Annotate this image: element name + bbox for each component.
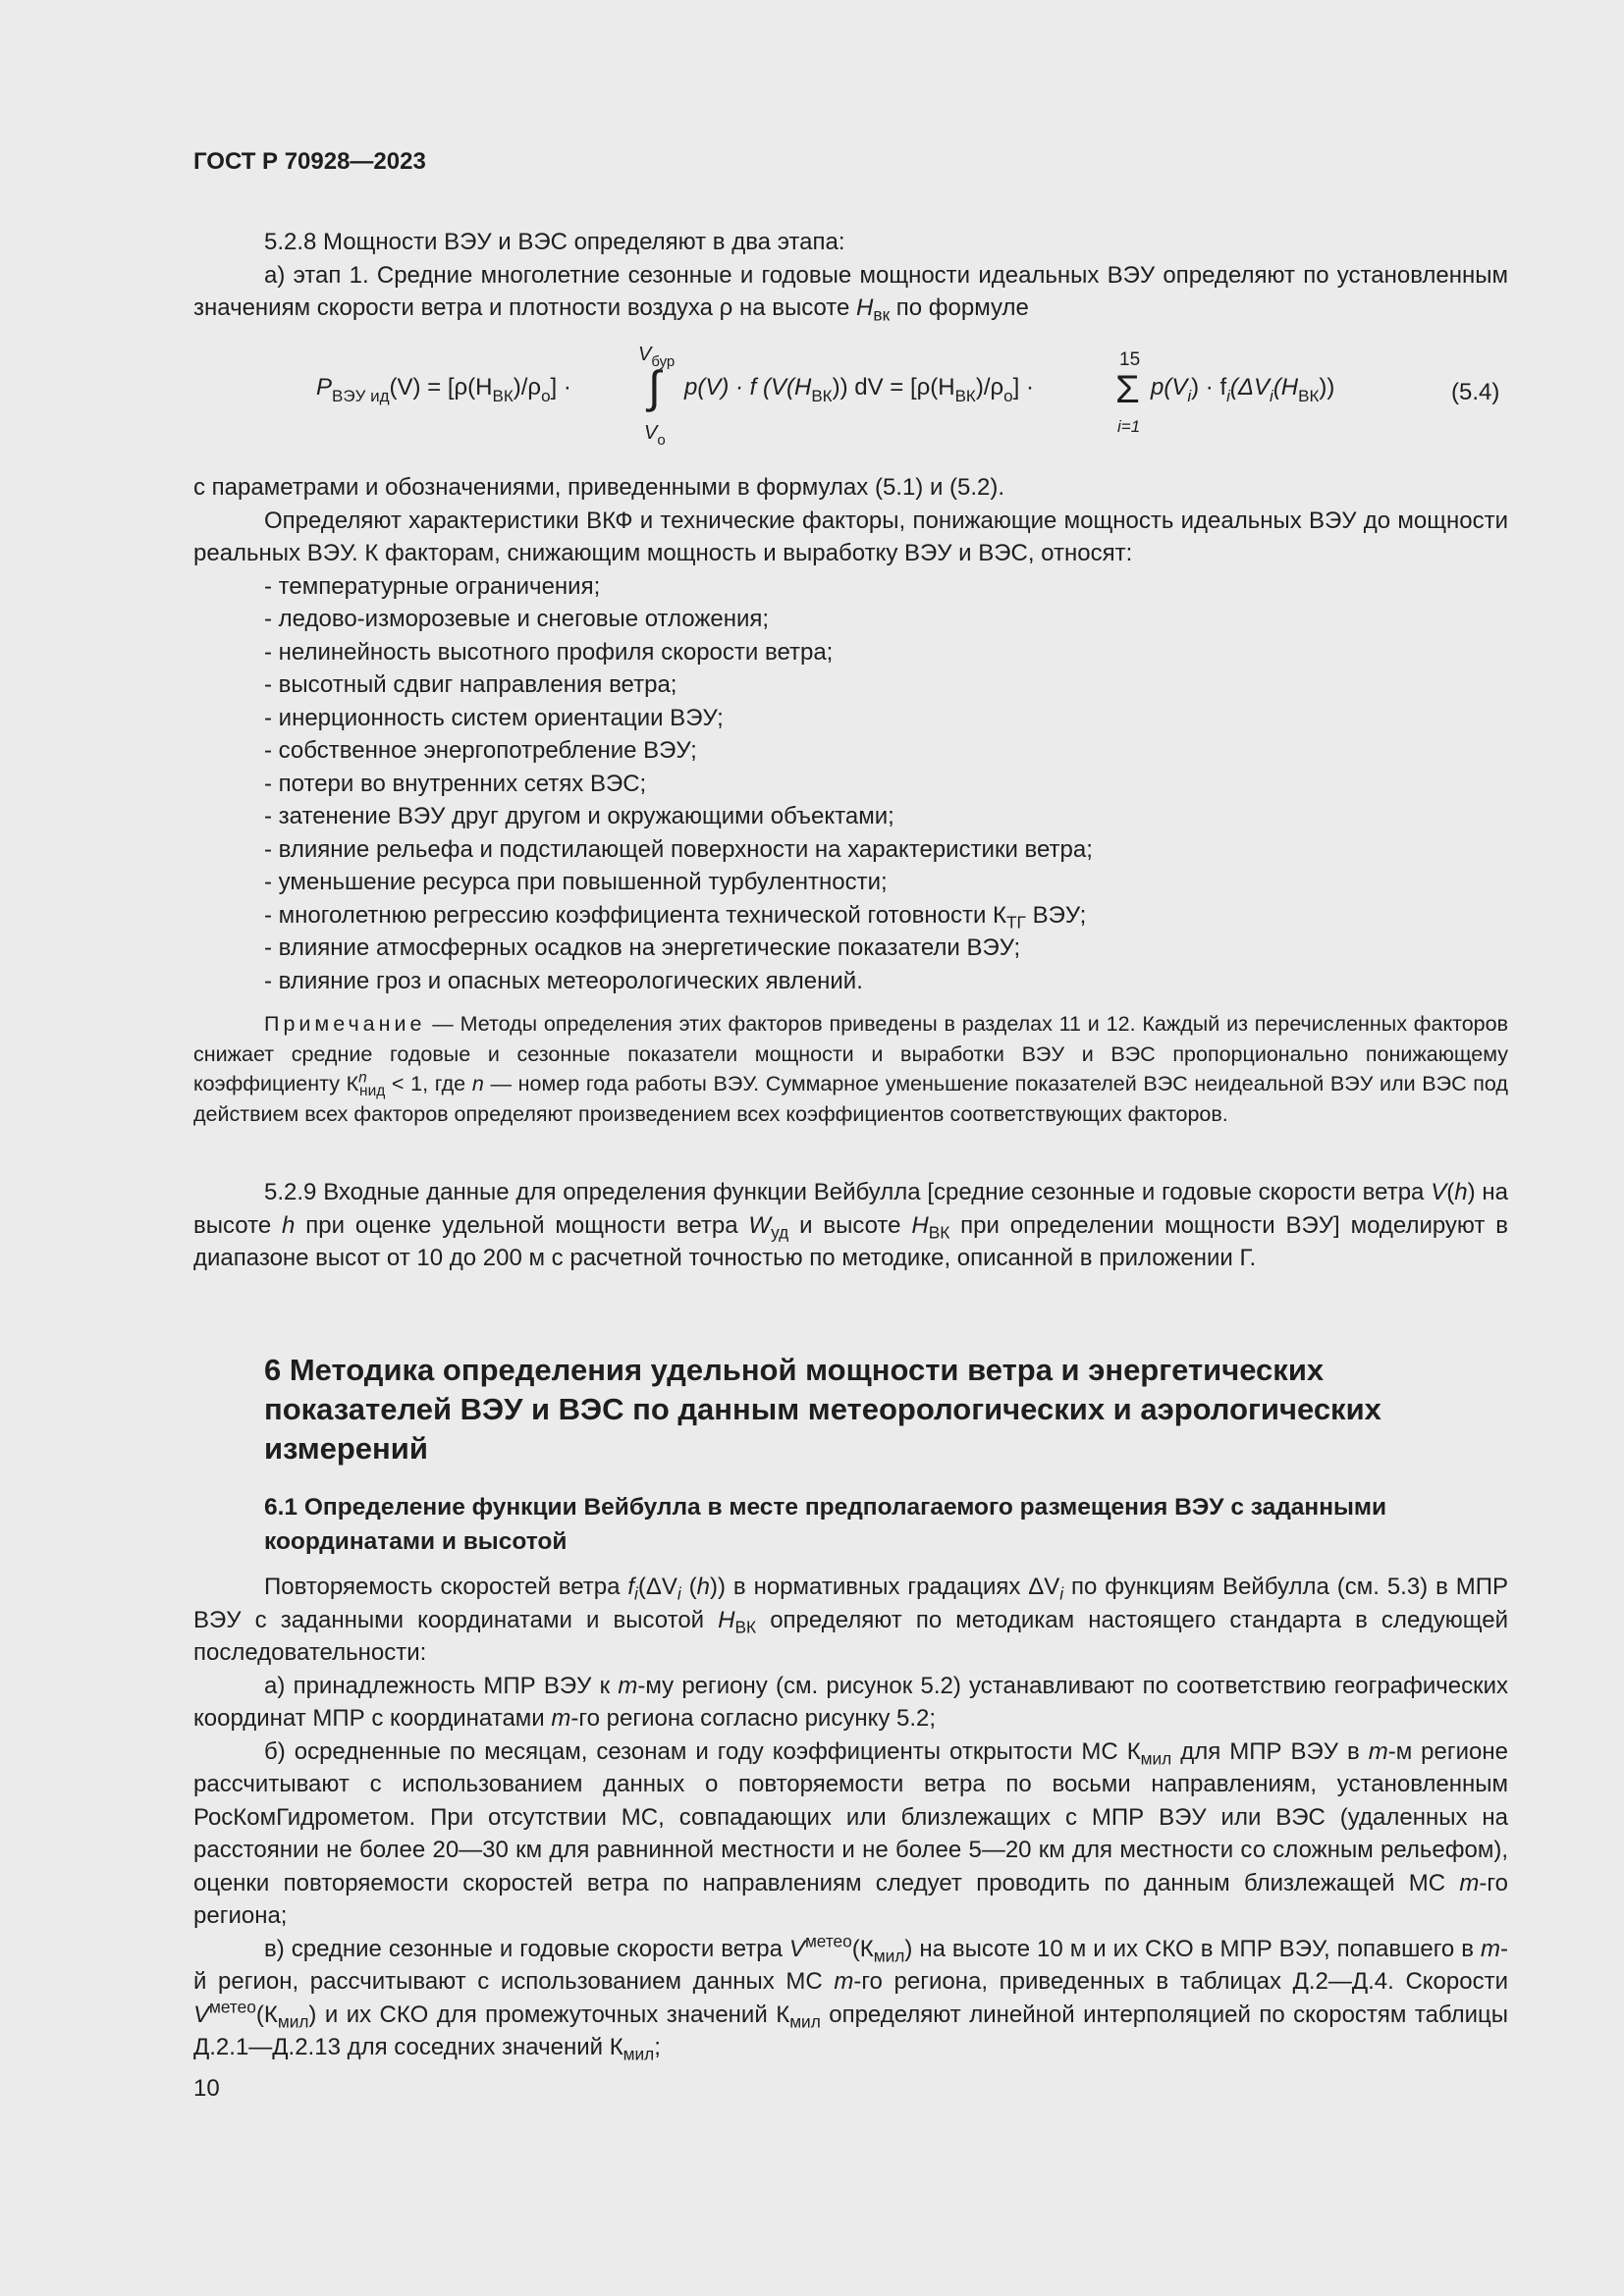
clause-5-2-8 bbox=[193, 226, 1508, 325]
integral-lower-limit: $V_о$ bbox=[644, 422, 666, 449]
clause-5-2-9: 5.2.9 Входные данные для определения функции Вейбулла [средние сезонные и годовые скорости ветра V(h) на высоте h при оценке удельной мощности ветра $W_{уд}$ и высоте $H_{ВК}$ при определении мощности ВЭУ] моделируют в диапазоне высот от 10 до 200 м с расчетной точностью по методике, описанной в приложении Г. bbox=[193, 1179, 1509, 1271]
list-item: - затенение ВЭУ друг другом и окружающими объектами; bbox=[264, 803, 894, 829]
section-6-1-body bbox=[193, 1571, 1508, 2064]
list-item: - влияние рельефа и подстилающей поверхности на характеристики ветра; bbox=[264, 835, 1093, 863]
paragraph: Определяют характеристики ВКФ и технические факторы, понижающие мощность идеальных ВЭУ до мощности реальных ВЭУ. К факторам, снижающим мощность и выработку ВЭУ и ВЭС, относят: bbox=[193, 507, 1508, 566]
list-item: - инерционность систем ориентации ВЭУ; bbox=[264, 704, 724, 731]
list-item: - уменьшение ресурса при повышенной турбулентности; bbox=[264, 869, 888, 895]
paragraph: Повторяемость скоростей ветра $f_i(\Delta V_i$ (h)) в нормативных градациях $\Delta V_i$ по функциям Вейбулла (см. 5.3) в МПР ВЭУ с заданными координатами и высотой $H_{ВК}$ определяют по методикам настоящего стандарта в следующей последовательности: bbox=[193, 1574, 1508, 1666]
list-item: - ледово-изморозевые и снеговые отложения; bbox=[264, 606, 770, 632]
note-label: Примечание bbox=[264, 1012, 426, 1036]
list-item: - температурные ограничения; bbox=[264, 572, 601, 600]
formula-integrand: p(V) · f $(V(H_{ВК}))$ dV = $[\rho(H_{ВК})/\rho_о]$ · bbox=[684, 374, 1034, 405]
list-item: - нелинейность высотного профиля скорости ветра; bbox=[264, 638, 834, 666]
list-item: - влияние атмосферных осадков на энергетические показатели ВЭУ; bbox=[264, 934, 1021, 961]
list-item: - влияние гроз и опасных метеорологических явлений. bbox=[264, 967, 863, 994]
integral-sign: ∫ bbox=[648, 361, 661, 412]
factors-block bbox=[193, 471, 1508, 997]
paragraph: а) принадлежность МПР ВЭУ к m-му региону (см. рисунок 5.2) устанавливают по соответствию географических координат МПР с координатами m-го региона согласно рисунку 5.2; bbox=[193, 1672, 1508, 1732]
paragraph: в) средние сезонные и годовые скорости ветра $V^{метео}(К_{мил})$ на высоте 10 м и их СКО в МПР ВЭУ, попавшего в m-й регион, рассчитывают с использованием данных МС m-го региона, приведенных в таблицах Д.2—Д.4. Скорости $V^{метео}(К_{мил})$ и их СКО для промежуточных значений $К_{мил}$ определяют линейной интерполяцией по скоростям таблицы Д.2.1—Д.2.13 для соседних значений $К_{мил}$; bbox=[193, 1931, 1508, 2064]
list-item: - потери во внутренних сетях ВЭС; bbox=[264, 770, 647, 797]
formula-sum-term: $p(V_i) \cdot f_i(\Delta V_i(H_{ВК}))$ bbox=[1151, 374, 1335, 405]
page-number: 10 bbox=[193, 2075, 220, 2102]
formula-lhs: $P_{ВЭУ ид}(V) = [\rho(H_{ВК})/\rho_о]$ · bbox=[316, 374, 571, 405]
note: Примечание — Методы определения этих факторов приведены в разделах 11 и 12. Каждый из перечисленных факторов снижает средние годовые и сезонные показатели мощности и выработки ВЭУ и ВЭС пропорционально понижающему коэффициенту $К^n_{нид} < 1$, где n — номер года работы ВЭУ. Суммарное уменьшение показателей ВЭС неидеальной ВЭУ или ВЭС под действием всех факторов определяют произведением всех коэффициентов соответствующих факторов. bbox=[193, 1012, 1508, 1126]
paragraph: с параметрами и обозначениями, приведенными в формулах (5.1) и (5.2). bbox=[193, 474, 1005, 501]
formula-5-4 bbox=[0, 334, 1624, 452]
paragraph: 5.2.8 Мощности ВЭУ и ВЭС определяют в два этапа: bbox=[264, 229, 845, 255]
section-6-heading: 6 Методика определения удельной мощности ветра и энергетических показателей ВЭУ и ВЭС по данным метеорологических и аэрологических измерений bbox=[264, 1353, 1381, 1466]
sum-lower-limit: i=1 bbox=[1117, 417, 1141, 436]
section-6-1-heading: 6.1 Определение функции Вейбулла в месте предполагаемого размещения ВЭУ с заданными координатами и высотой bbox=[264, 1494, 1387, 1555]
paragraph: а) этап 1. Средние многолетние сезонные и годовые мощности идеальных ВЭУ определяют по установленным значениям скорости ветра и плотности воздуха ρ на высоте $H_{вк}$ по формуле bbox=[193, 261, 1508, 325]
sum-sign: Σ bbox=[1115, 368, 1140, 411]
sum-upper-limit: 15 bbox=[1119, 349, 1141, 370]
list-item: - собственное энергопотребление ВЭУ; bbox=[264, 737, 697, 764]
document-header: ГОСТ Р 70928—2023 bbox=[193, 148, 426, 175]
list-item: - многолетнюю регрессию коэффициента технической готовности $К_{ТГ}$ ВЭУ; bbox=[264, 901, 1087, 933]
list-item: - высотный сдвиг направления ветра; bbox=[264, 671, 677, 698]
paragraph: б) осредненные по месяцам, сезонам и году коэффициенты открытости МС $К_{мил}$ для МПР ВЭУ в m-м регионе рассчитывают с использованием данных о повторяемости ветра по восьми направлениям, установленным РосКомГидрометом. При отсутствии МС, совпадающих или близлежащих с МПР ВЭУ или ВЭС (удаленных на расстоянии не более 20—30 км для равнинной местности и не более 5—20 км для местности со сложным рельефом), оценки повторяемости скоростей ветра по направлениям следует проводить по данным близлежащей МС m-го региона; bbox=[193, 1737, 1508, 1929]
formula-number: (5.4) bbox=[1451, 379, 1500, 405]
integral-upper-limit: $V_{бур}$ bbox=[638, 344, 676, 370]
